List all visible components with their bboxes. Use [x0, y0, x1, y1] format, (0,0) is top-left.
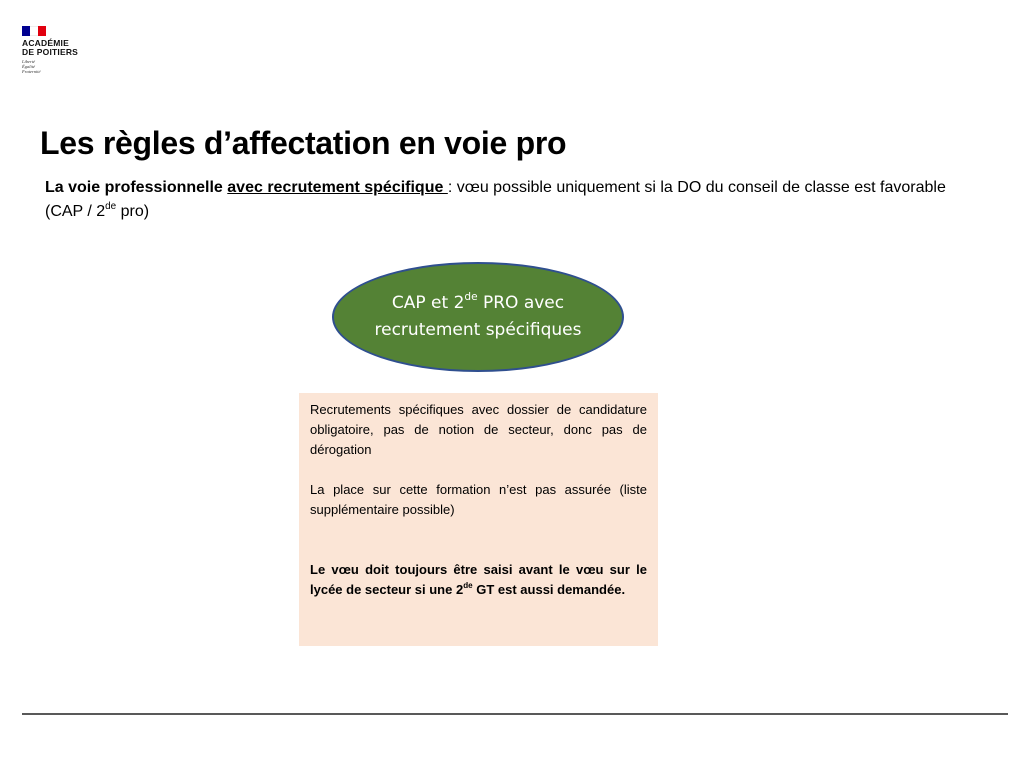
ellipse-superscript: de	[464, 291, 478, 304]
logo-motto	[22, 59, 112, 74]
info-spacer	[310, 520, 647, 560]
info-box	[299, 393, 658, 646]
motto-fraternite: Fraternité	[22, 69, 41, 74]
ellipse-text-before: CAP et 2	[391, 293, 465, 313]
academie-logo	[22, 26, 112, 82]
flag-blue-stripe	[22, 26, 30, 36]
info-p3-text-before: Le vœu doit toujours être saisi avant le vœu sur le lycée de secteur si une 2	[310, 562, 647, 597]
intro-end-text: pro)	[116, 203, 150, 220]
logo-academie-text: ACADÉMIE	[22, 38, 69, 48]
intro-bold-text: La voie professionnelle	[45, 179, 228, 196]
info-paragraph-3	[310, 560, 647, 600]
info-paragraph-1: Recrutements spécifiques avec dossier de candidature obligatoire, pas de notion de secteur, donc pas de dérogation	[310, 402, 647, 457]
ellipse-text-after: PRO avec recrutement spécifiques	[374, 293, 582, 340]
motto-egalite: Égalité	[22, 64, 35, 69]
cap-2de-pro-ellipse	[332, 262, 624, 372]
intro-rest-text: : vœu possible uniquement si la DO du conseil de classe est favorable (CAP / 2	[45, 179, 946, 220]
info-p3-text-after: GT est aussi demandée.	[472, 582, 626, 597]
flag-red-stripe	[38, 26, 46, 36]
bottom-divider	[22, 713, 1008, 715]
logo-poitiers-text: DE POITIERS	[22, 47, 79, 57]
intro-superscript: de	[105, 200, 117, 212]
info-paragraph-2: La place sur cette formation n’est pas assurée (liste supplémentaire possible)	[310, 482, 647, 517]
intro-underlined-text: avec recrutement spécifique	[227, 179, 448, 196]
page-title: Les règles d’affectation en voie pro	[40, 125, 567, 161]
info-spacer	[310, 460, 647, 480]
intro-paragraph	[45, 176, 985, 224]
ellipse-label	[373, 290, 583, 344]
info-p3-superscript: de	[463, 580, 473, 590]
french-flag-icon	[22, 26, 46, 36]
motto-liberte: Liberté	[22, 59, 35, 64]
flag-white-stripe	[30, 26, 38, 36]
